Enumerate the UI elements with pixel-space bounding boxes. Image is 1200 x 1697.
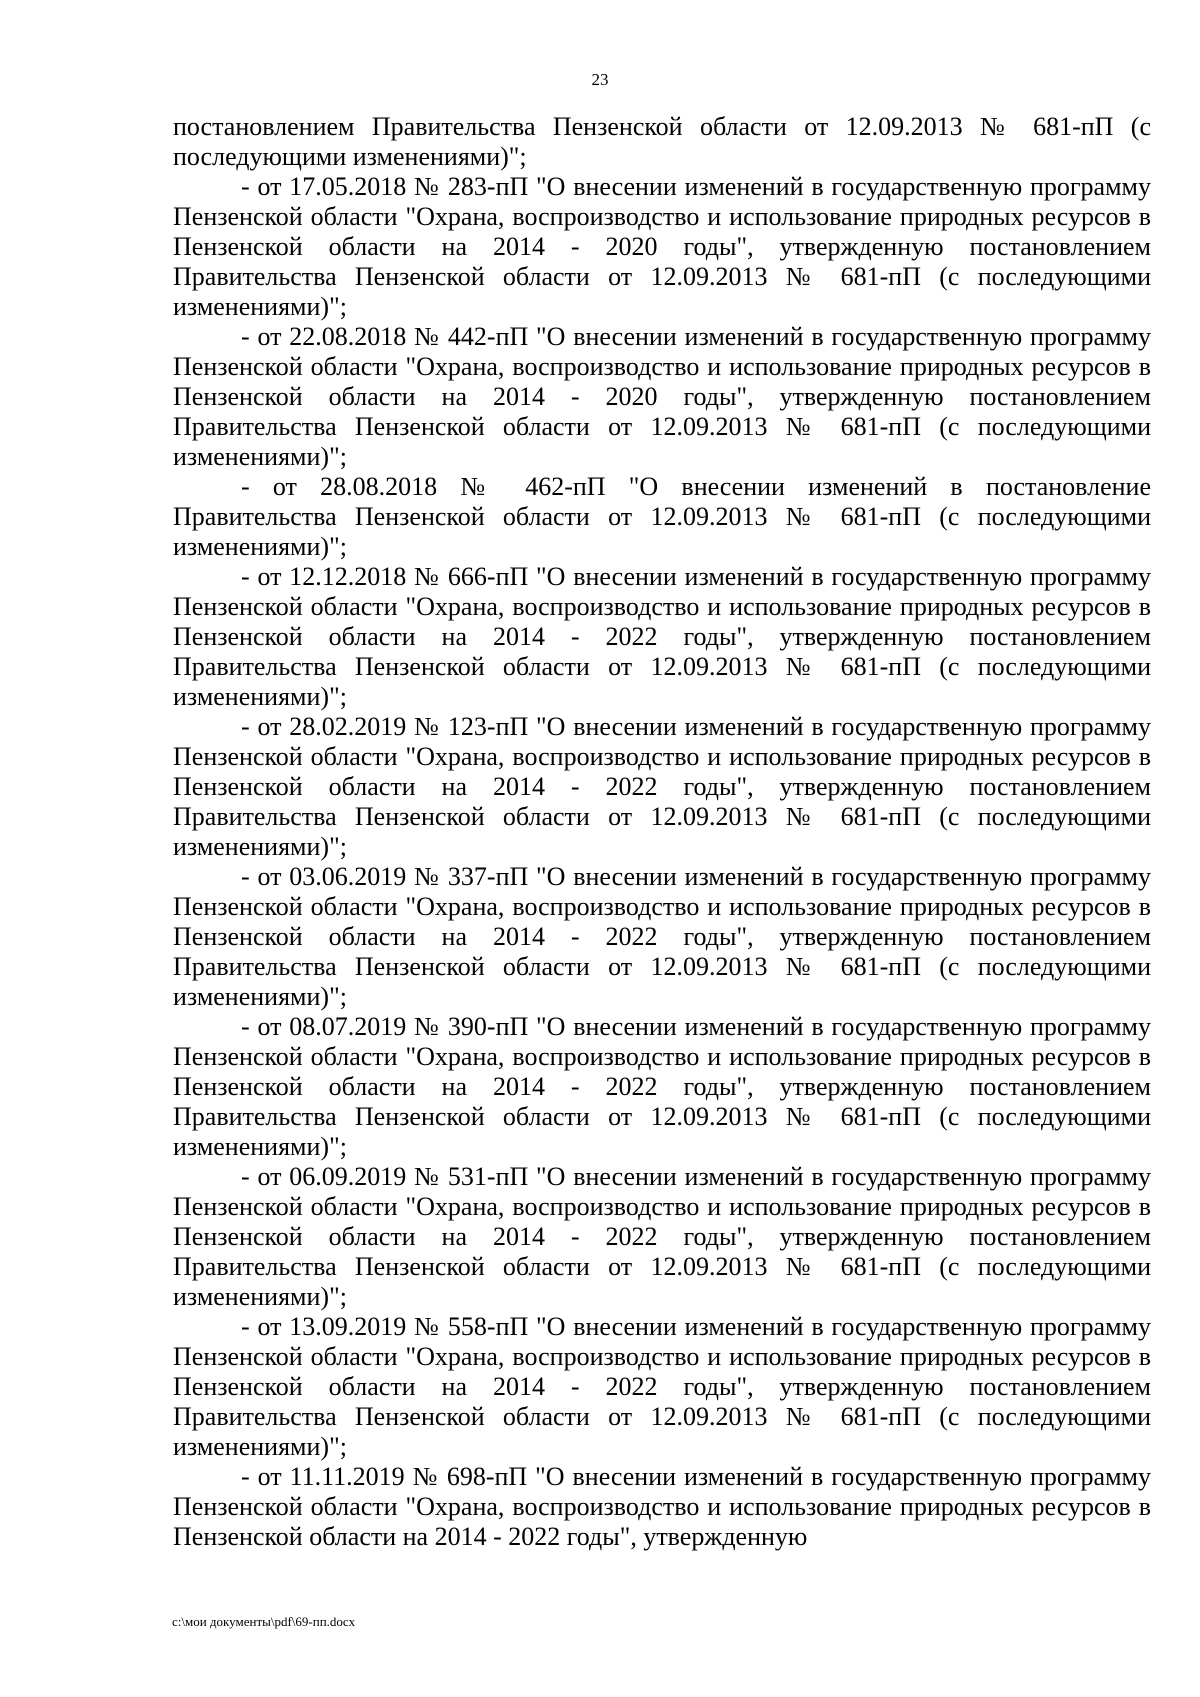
document-body (173, 112, 1151, 1552)
paragraph: - от 08.07.2019 № 390-пП "О внесении изменений в государственную программу Пензенской области "Охрана, воспроизводство и использование природных ресурсов в Пензенской области на 2014 - 2022 годы", утвержденную постановлением Правительства Пензенской области от 12.09.2013 № 681-пП (с последующими изменениями)"; (173, 1012, 1151, 1161)
paragraph: - от 22.08.2018 № 442-пП "О внесении изменений в государственную программу Пензенской области "Охрана, воспроизводство и использование природных ресурсов в Пензенской области на 2014 - 2020 годы", утвержденную постановлением Правительства Пензенской области от 12.09.2013 № 681-пП (с последующими изменениями)"; (173, 322, 1151, 471)
paragraph: - от 11.11.2019 № 698-пП "О внесении изменений в государственную программу Пензенской области "Охрана, воспроизводство и использование природных ресурсов в Пензенской области на 2014 - 2022 годы", утвержденную (173, 1462, 1151, 1551)
paragraph: - от 28.08.2018 № 462-пП "О внесении изменений в постановление Правительства Пензенской области от 12.09.2013 № 681-пП (с последующими изменениями)"; (173, 472, 1151, 561)
paragraph: - от 17.05.2018 № 283-пП "О внесении изменений в государственную программу Пензенской области "Охрана, воспроизводство и использование природных ресурсов в Пензенской области на 2014 - 2020 годы", утвержденную постановлением Правительства Пензенской области от 12.09.2013 № 681-пП (с последующими изменениями)"; (173, 172, 1151, 321)
paragraph: постановлением Правительства Пензенской области от 12.09.2013 № 681-пП (с последующими изменениями)"; (173, 112, 1151, 171)
paragraph: - от 06.09.2019 № 531-пП "О внесении изменений в государственную программу Пензенской области "Охрана, воспроизводство и использование природных ресурсов в Пензенской области на 2014 - 2022 годы", утвержденную постановлением Правительства Пензенской области от 12.09.2013 № 681-пП (с последующими изменениями)"; (173, 1162, 1151, 1311)
paragraph: - от 12.12.2018 № 666-пП "О внесении изменений в государственную программу Пензенской области "Охрана, воспроизводство и использование природных ресурсов в Пензенской области на 2014 - 2022 годы", утвержденную постановлением Правительства Пензенской области от 12.09.2013 № 681-пП (с последующими изменениями)"; (173, 562, 1151, 711)
paragraph: - от 03.06.2019 № 337-пП "О внесении изменений в государственную программу Пензенской области "Охрана, воспроизводство и использование природных ресурсов в Пензенской области на 2014 - 2022 годы", утвержденную постановлением Правительства Пензенской области от 12.09.2013 № 681-пП (с последующими изменениями)"; (173, 862, 1151, 1011)
page-number: 23 (591, 70, 609, 89)
paragraph: - от 13.09.2019 № 558-пП "О внесении изменений в государственную программу Пензенской области "Охрана, воспроизводство и использование природных ресурсов в Пензенской области на 2014 - 2022 годы", утвержденную постановлением Правительства Пензенской области от 12.09.2013 № 681-пП (с последующими изменениями)"; (173, 1312, 1151, 1461)
paragraph: - от 28.02.2019 № 123-пП "О внесении изменений в государственную программу Пензенской области "Охрана, воспроизводство и использование природных ресурсов в Пензенской области на 2014 - 2022 годы", утвержденную постановлением Правительства Пензенской области от 12.09.2013 № 681-пП (с последующими изменениями)"; (173, 712, 1151, 861)
footer-file-path: c:\мои документы\pdf\69-пп.docx (172, 1614, 356, 1629)
